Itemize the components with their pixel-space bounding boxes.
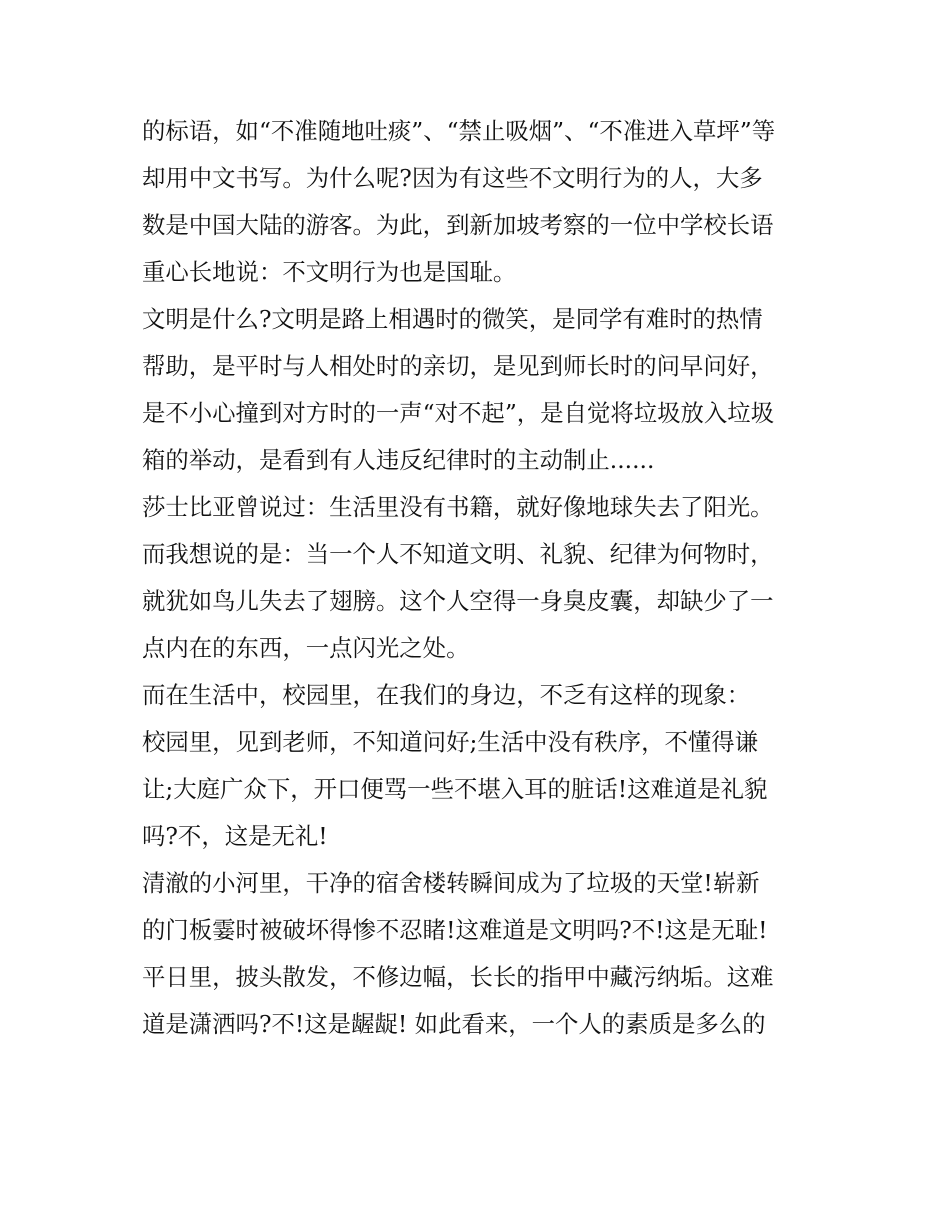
text-line: 的标语，如“不准随地吐痰”、“禁止吸烟”、“不准进入草坪”等 (142, 117, 776, 145)
text-line: 的门板霎时被破坏得惨不忍睹!这难道是文明吗?不!这是无耻! (142, 916, 768, 944)
text-line: 却用中文书写。为什么呢?因为有这些不文明行为的人，大多 (142, 164, 763, 192)
text-line: 平日里，披头散发，不修边幅，长长的指甲中藏污纳垢。这难 (142, 963, 774, 991)
text-line: 文明是什么?文明是路上相遇时的微笑，是同学有难时的热情 (142, 305, 763, 333)
text-line: 点内在的东西，一点闪光之处。 (142, 634, 470, 662)
text-line: 数是中国大陆的游客。为此，到新加坡考察的一位中学校长语 (142, 211, 774, 239)
text-line: 就犹如鸟儿失去了翅膀。这个人空得一身臭皮囊，却缺少了一 (142, 587, 774, 615)
text-line: 而我想说的是：当一个人不知道文明、礼貌、纪律为何物时， (142, 540, 774, 568)
text-line: 而在生活中，校园里，在我们的身边，不乏有这样的现象： (142, 681, 751, 709)
text-line: 清澈的小河里，干净的宿舍楼转瞬间成为了垃圾的天堂!崭新 (142, 869, 760, 897)
text-line: 吗?不，这是无礼! (142, 822, 328, 850)
text-line: 重心长地说：不文明行为也是国耻。 (142, 258, 517, 286)
text-line: 是不小心撞到对方时的一声“对不起”，是自觉将垃圾放入垃圾 (142, 399, 775, 427)
text-line: 箱的举动，是看到有人违反纪律时的主动制止...... (142, 446, 655, 474)
text-line: 莎士比亚曾说过：生活里没有书籍，就好像地球失去了阳光。 (142, 493, 774, 521)
text-line: 道是潇洒吗?不!这是龌龊! 如此看来，一个人的素质是多么的 (142, 1010, 766, 1038)
document-body (142, 108, 832, 1048)
text-line: 让;大庭广众下，开口便骂一些不堪入耳的脏话!这难道是礼貌 (142, 775, 768, 803)
text-line: 校园里，见到老师，不知道问好;生活中没有秩序，不懂得谦 (142, 728, 759, 756)
text-line: 帮助，是平时与人相处时的亲切，是见到师长时的问早问好， (142, 352, 774, 380)
